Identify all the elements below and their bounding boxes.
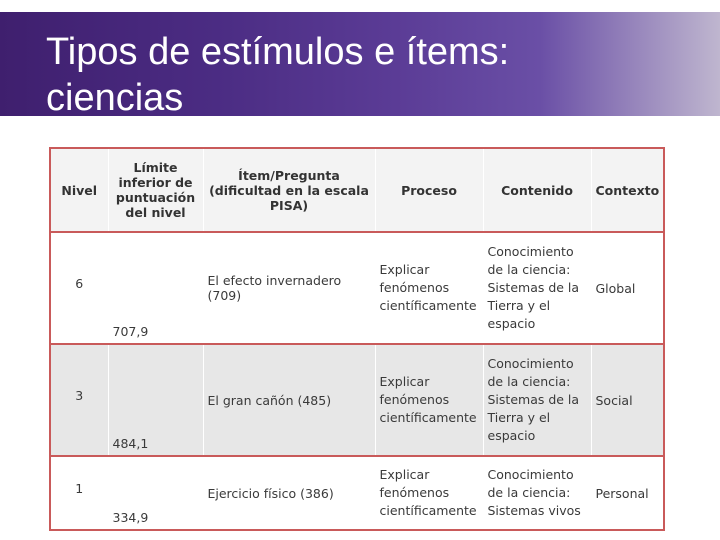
cell-proceso: Explicar fenómenos científicamente xyxy=(375,232,483,344)
cell-contenido: Conocimiento de la ciencia: Sistemas de la Tierra y el espacio xyxy=(483,344,591,456)
slide-title xyxy=(46,30,509,121)
table-row xyxy=(50,232,664,344)
header-limite: Límite inferior de puntuación del nivel xyxy=(108,148,203,232)
table-header-row xyxy=(50,148,664,232)
cell-item: El gran cañón (485) xyxy=(203,344,375,456)
slide-title-line-2: ciencias xyxy=(46,76,184,119)
title-banner xyxy=(0,12,720,119)
header-item: Ítem/Pregunta (dificultad en la escala PISA) xyxy=(203,148,375,232)
cell-contexto: Personal xyxy=(591,456,664,530)
slide-title-line-1: Tipos de estímulos e ítems: xyxy=(46,31,510,73)
table-row xyxy=(50,344,664,456)
cell-nivel: 3 xyxy=(50,344,108,456)
cell-item: El efecto invernadero (709) xyxy=(203,232,375,344)
cell-contexto: Global xyxy=(591,232,664,344)
header-contexto: Contexto xyxy=(591,148,664,232)
cell-nivel: 6 xyxy=(50,232,108,344)
cell-contenido: Conocimiento de la ciencia: Sistemas de la Tierra y el espacio xyxy=(483,232,591,344)
header-nivel: Nivel xyxy=(50,148,108,232)
cell-contexto: Social xyxy=(591,344,664,456)
header-proceso: Proceso xyxy=(375,148,483,232)
cell-limite: 334,9 xyxy=(108,456,203,530)
cell-contenido: Conocimiento de la ciencia: Sistemas vivos xyxy=(483,456,591,530)
header-contenido: Contenido xyxy=(483,148,591,232)
cell-limite: 707,9 xyxy=(108,232,203,344)
cell-limite: 484,1 xyxy=(108,344,203,456)
table-row xyxy=(50,456,664,530)
cell-proceso: Explicar fenómenos científicamente xyxy=(375,456,483,530)
items-table xyxy=(49,147,665,531)
cell-item: Ejercicio físico (386) xyxy=(203,456,375,530)
cell-proceso: Explicar fenómenos científicamente xyxy=(375,344,483,456)
cell-nivel: 1 xyxy=(50,456,108,530)
